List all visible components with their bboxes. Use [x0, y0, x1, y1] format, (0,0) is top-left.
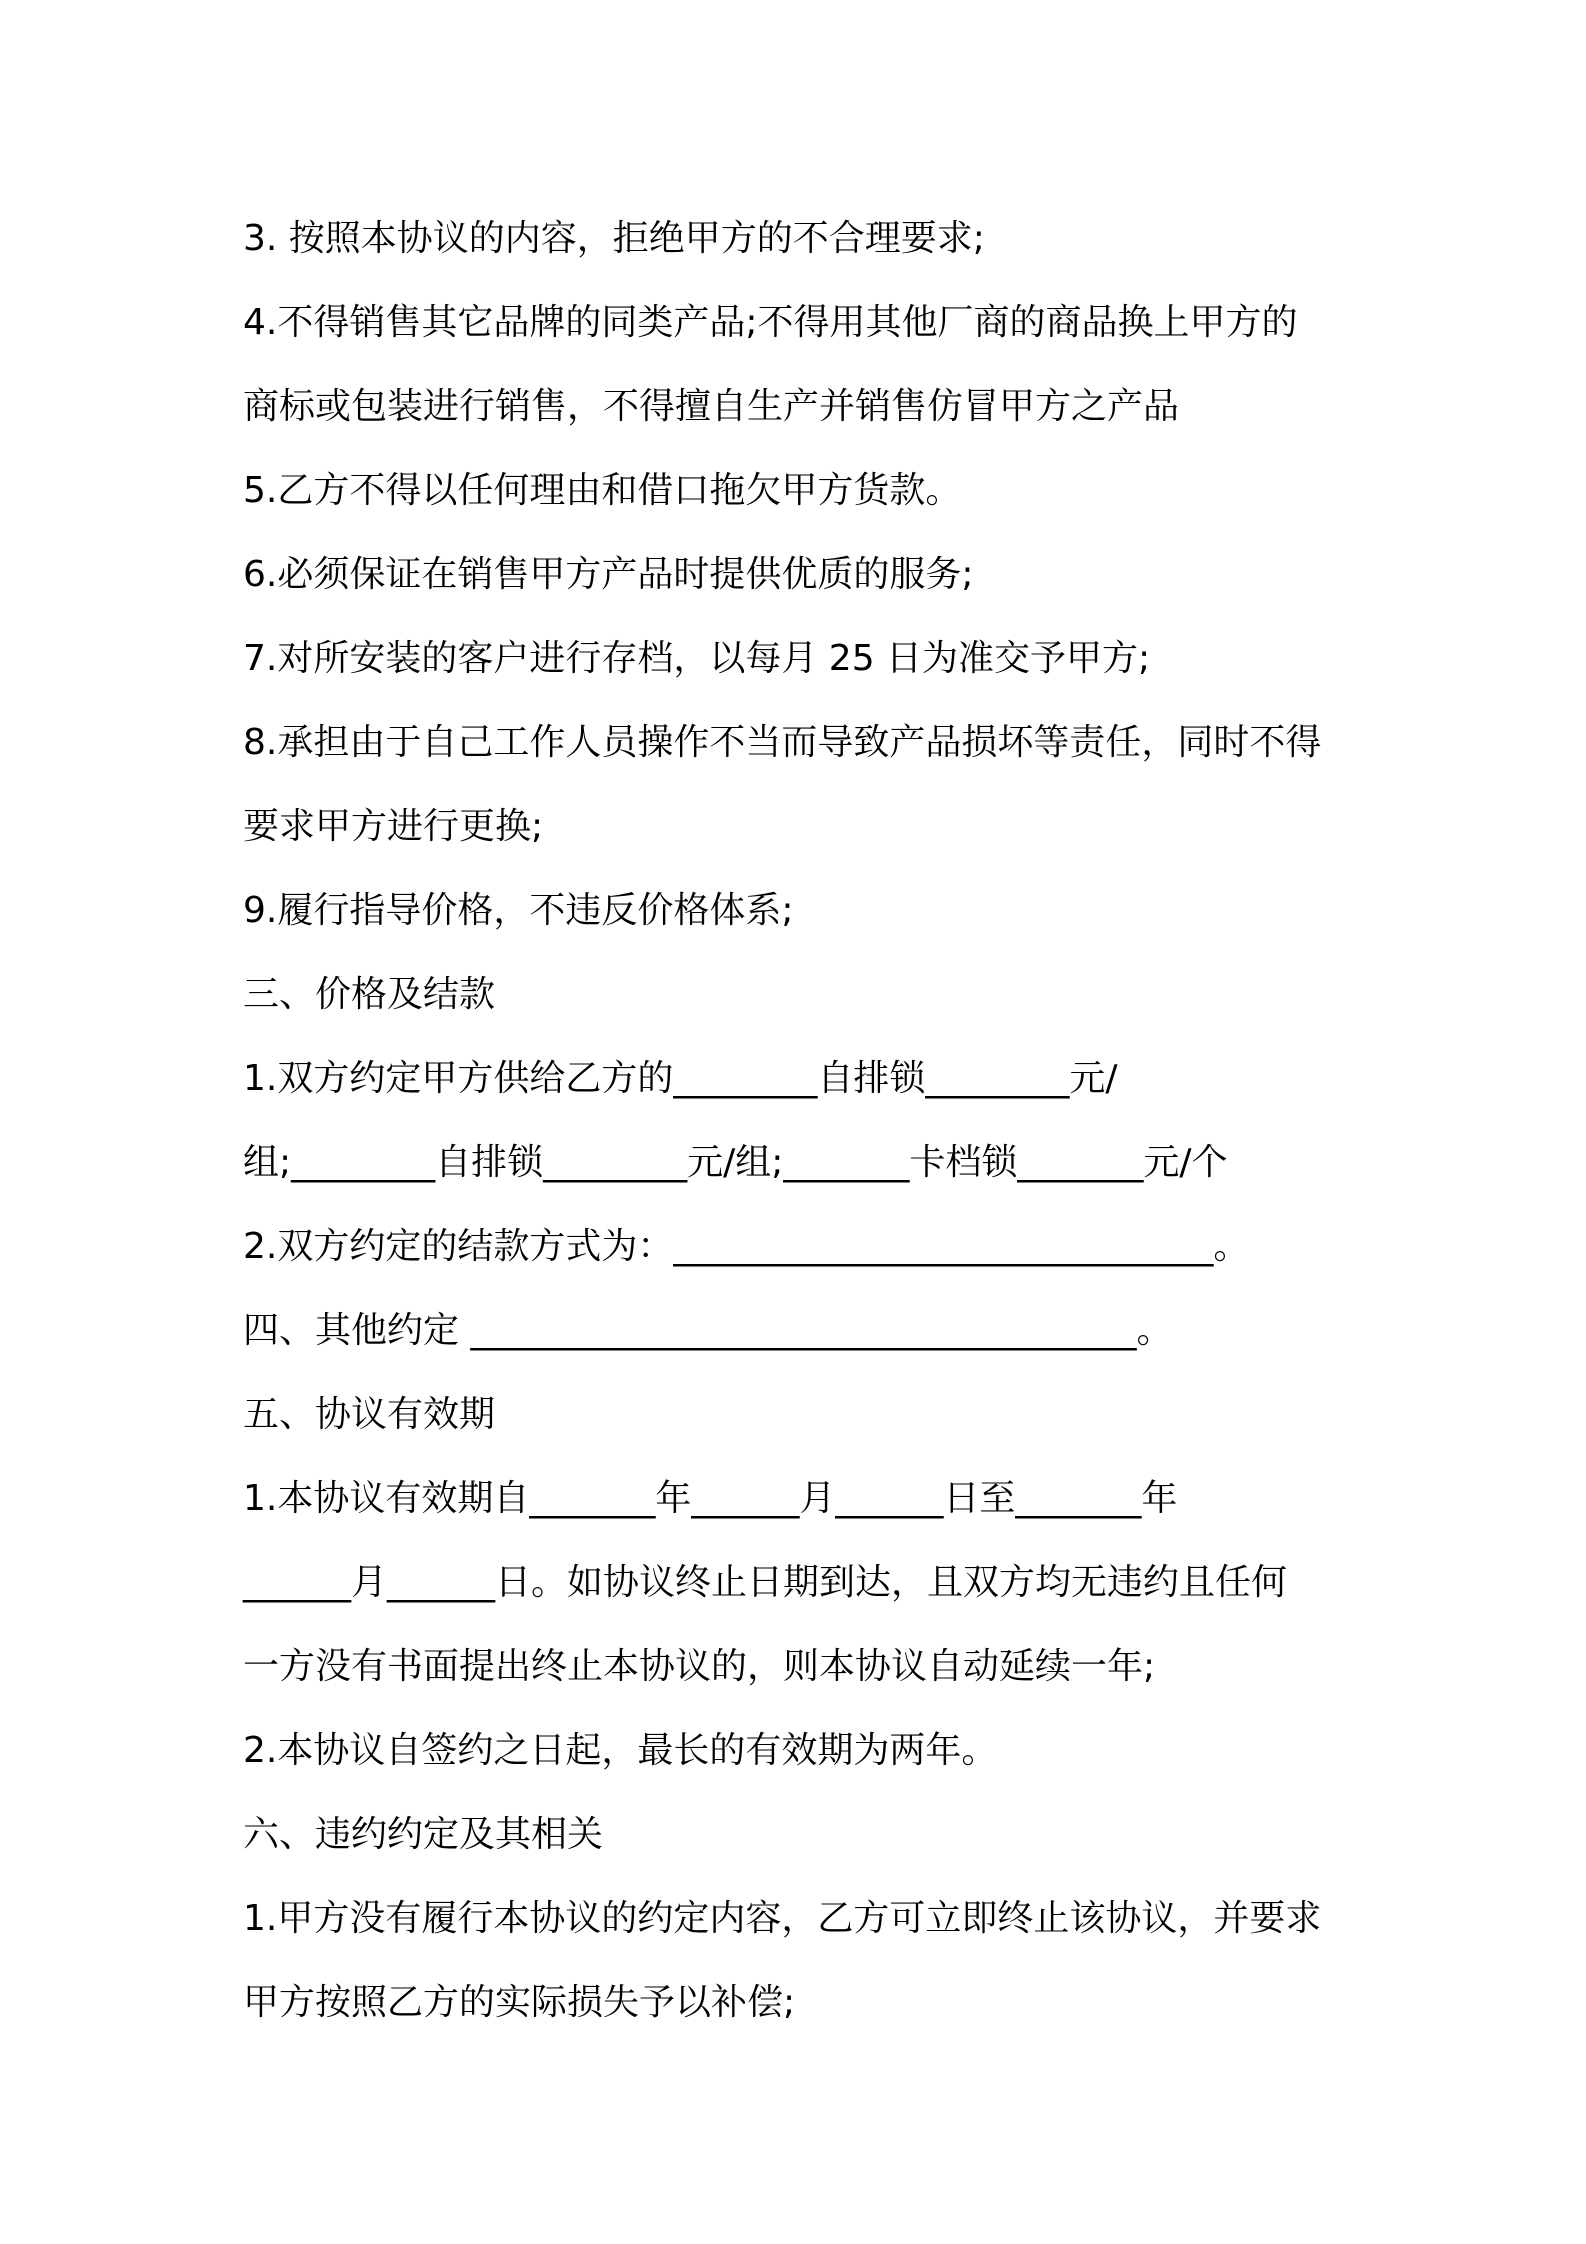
- clause-4-line-2: 商标或包装进行销售，不得擅自生产并销售仿冒甲方之产品: [243, 386, 1180, 427]
- clause-9: 9.履行指导价格，不违反价格体系;: [243, 890, 794, 931]
- clause-8-line-1: 8.承担由于自己工作人员操作不当而导致产品损坏等责任，同时不得: [243, 722, 1322, 763]
- price-clause-1-line-1: 1.双方约定甲方供给乙方的________自排锁________元/: [243, 1058, 1118, 1099]
- validity-clause-2: 2.本协议自签约之日起，最长的有效期为两年。: [243, 1730, 998, 1771]
- price-clause-2: 2.双方约定的结款方式为：______________________________。: [243, 1226, 1250, 1267]
- breach-clause-1-line-1: 1.甲方没有履行本协议的约定内容，乙方可立即终止该协议，并要求: [243, 1898, 1322, 1939]
- clause-7: 7.对所安装的客户进行存档，以每月 25 日为准交予甲方;: [243, 638, 1151, 679]
- clause-4-line-1: 4.不得销售其它品牌的同类产品;不得用其他厂商的商品换上甲方的: [243, 302, 1298, 343]
- validity-clause-1-line-3: 一方没有书面提出终止本协议的，则本协议自动延续一年;: [243, 1646, 1156, 1687]
- section-heading-other: 四、其他约定 _____________________________________。: [243, 1310, 1173, 1351]
- clause-8-line-2: 要求甲方进行更换;: [243, 806, 544, 847]
- clause-3: 3. 按照本协议的内容，拒绝甲方的不合理要求;: [243, 218, 985, 259]
- price-clause-1-line-2: 组;________自排锁________元/组;_______卡档锁_______元/个: [243, 1142, 1228, 1183]
- validity-clause-1-line-1: 1.本协议有效期自_______年______月______日至_______年: [243, 1478, 1178, 1519]
- section-heading-validity: 五、协议有效期: [243, 1394, 496, 1435]
- clause-6: 6.必须保证在销售甲方产品时提供优质的服务;: [243, 554, 974, 595]
- validity-clause-1-line-2: ______月______日。如协议终止日期到达，且双方均无违约且任何: [243, 1562, 1288, 1603]
- section-heading-breach: 六、违约约定及其相关: [243, 1814, 604, 1855]
- document-body: [243, 197, 1373, 2045]
- clause-5: 5.乙方不得以任何理由和借口拖欠甲方货款。: [243, 470, 962, 511]
- section-heading-price: 三、价格及结款: [243, 974, 496, 1015]
- breach-clause-1-line-2: 甲方按照乙方的实际损失予以补偿;: [243, 1982, 796, 2023]
